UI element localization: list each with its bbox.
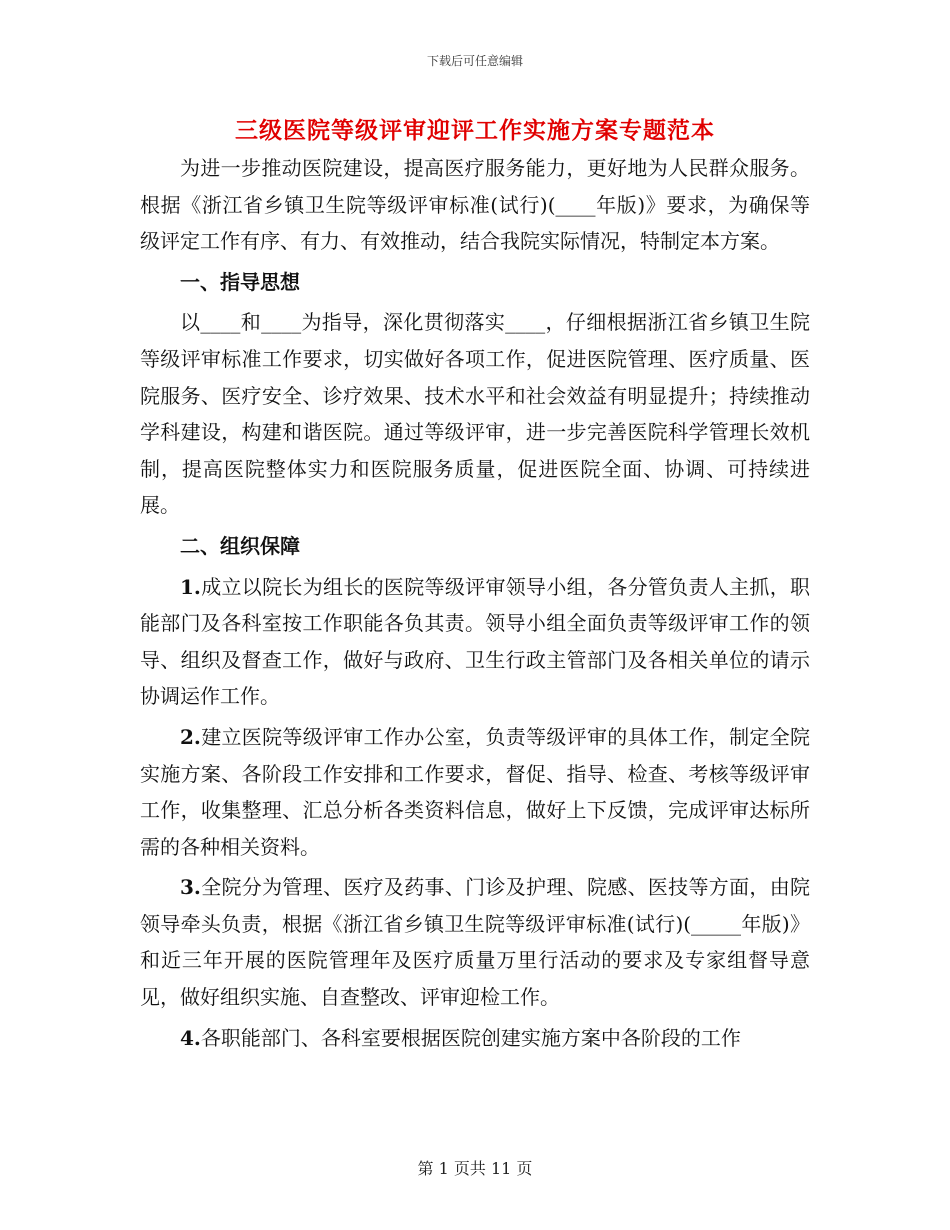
item-number: 3. <box>180 875 201 900</box>
organization-item-4 <box>140 1020 810 1057</box>
intro-paragraph: 为进一步推动医院建设，提高医疗服务能力，更好地为人民群众服务。根据《浙江省乡镇卫生院等级评审标准(试行)(____年版)》要求，为确保等级评定工作有序、有力、有效推动，结合我院实际情况，特制定本方案。 <box>140 156 810 254</box>
item-text: 全院分为管理、医疗及药事、门诊及护理、院感、医技等方面，由院领导牵头负责，根据《浙江省乡镇卫生院等级评审标准(试行)(_____年版)》和近三年开展的医院管理年及医疗质量万里行活动的要求及专家组督导意见，做好组织实施、自查整改、评审迎检工作。 <box>140 875 810 1010</box>
item-text: 成立以院长为组长的医院等级评审领导小组，各分管负责人主抓，职能部门及各科室按工作职能各负其责。领导小组全面负责等级评审工作的领导、组织及督查工作，做好与政府、卫生行政主管部门及各相关单位的请示协调运作工作。 <box>140 574 810 709</box>
organization-item-2 <box>140 719 810 865</box>
section-heading-organization: 二、组织保障 <box>180 533 300 558</box>
page-footer: 第 1 页共 11 页 <box>417 1159 533 1178</box>
item-number: 2. <box>180 724 201 749</box>
guiding-thought-paragraph: 以____和____为指导，深化贯彻落实____，仔细根据浙江省乡镇卫生院等级评审标准工作要求，切实做好各项工作，促进医院管理、医疗质量、医院服务、医疗安全、诊疗效果、技术水平和社会效益有明显提升；持续推动学科建设，构建和谐医院。通过等级评审，进一步完善医院科学管理长效机制，提高医院整体实力和医院服务质量，促进医院全面、协调、可持续进展。 <box>140 310 810 518</box>
page-header: 下载后可任意编辑 <box>426 54 523 68</box>
item-number: 1. <box>180 574 201 599</box>
document-title: 三级医院等级评审迎评工作实施方案专题范本 <box>235 117 715 144</box>
item-number: 4. <box>180 1025 201 1050</box>
item-text: 建立医院等级评审工作办公室，负责等级评审的具体工作，制定全院实施方案、各阶段工作安排和工作要求，督促、指导、检查、考核等级评审工作，收集整理、汇总分析各类资料信息，做好上下反馈，完成评审达标所需的各种相关资料。 <box>140 724 810 859</box>
section-heading-guiding-thought: 一、指导思想 <box>180 269 300 294</box>
organization-item-3 <box>140 869 810 1015</box>
document-body <box>140 150 810 1060</box>
organization-item-1 <box>140 569 810 715</box>
item-text: 各职能部门、各科室要根据医院创建实施方案中各阶段的工作 <box>200 1025 741 1050</box>
